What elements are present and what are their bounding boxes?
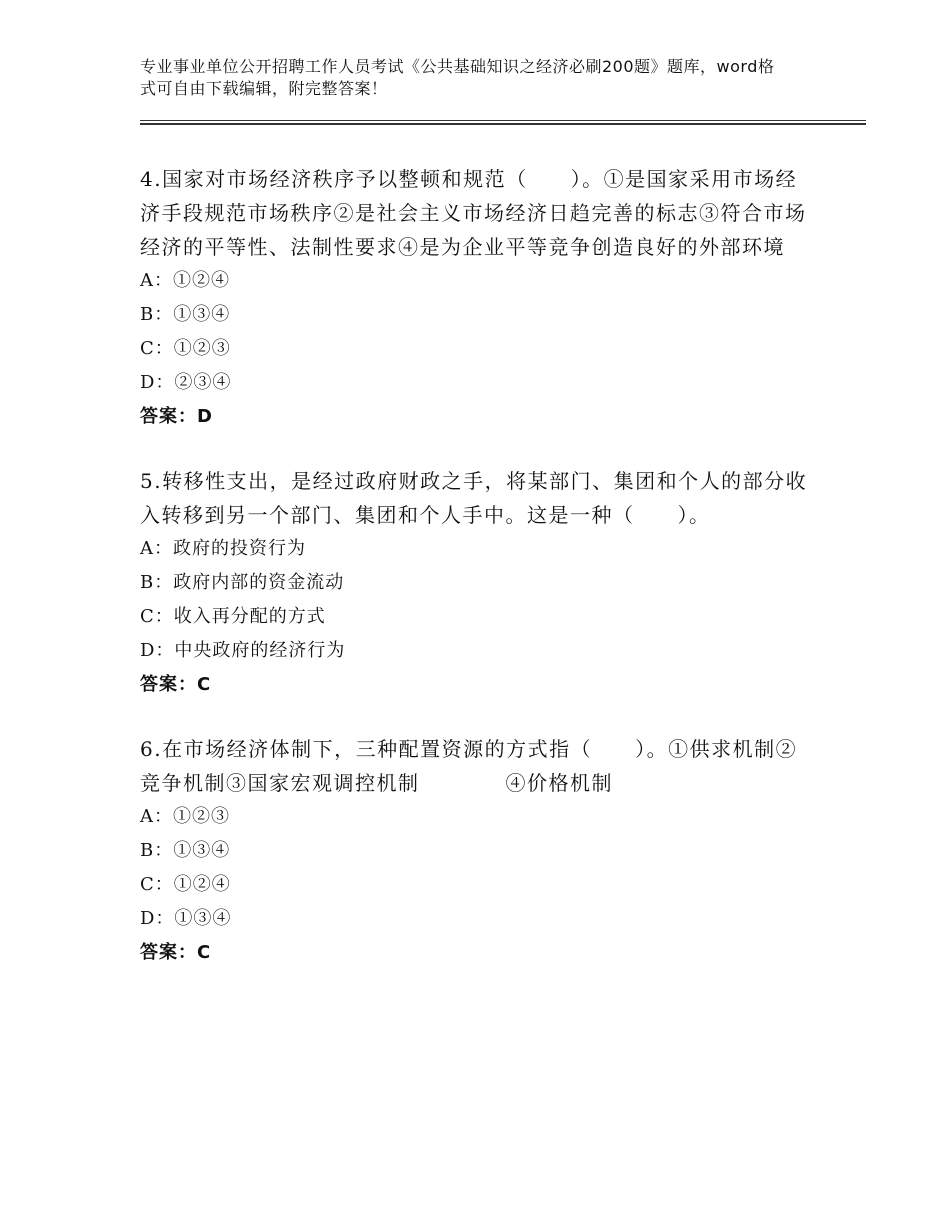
question-stem: 5.转移性支出，是经过政府财政之手，将某部门、集团和个人的部分收入转移到另一个部门、集团和个人手中。这是一种（ ）。 xyxy=(140,469,808,527)
answer-label: 答案：C xyxy=(140,674,212,695)
header-rule-thick xyxy=(140,123,866,125)
option-d: D：中央政府的经济行为 xyxy=(140,640,346,661)
header-rule-thin xyxy=(140,120,866,121)
question-stem-main: 6.在市场经济体制下，三种配置资源的方式指（ ）。①供求机制②竞争机制③国家宏观调控机制 xyxy=(140,737,798,795)
option-c: C：①②④ xyxy=(140,874,231,895)
option-a: A：政府的投资行为 xyxy=(140,538,306,559)
option-b: B：政府内部的资金流动 xyxy=(140,572,345,593)
option-d: D：②③④ xyxy=(140,372,232,393)
question-6 xyxy=(140,732,810,970)
document-header: 专业事业单位公开招聘工作人员考试《公共基础知识之经济必刷200题》题库，word格式可自由下载编辑，附完整答案！ xyxy=(140,57,775,98)
question-stem xyxy=(140,732,810,800)
option-d: D：①③④ xyxy=(140,908,232,929)
option-c: C：①②③ xyxy=(140,338,231,359)
option-b: B：①③④ xyxy=(140,840,231,861)
option-b: B：①③④ xyxy=(140,304,231,325)
question-5 xyxy=(140,464,810,702)
question-stem: 4.国家对市场经济秩序予以整顿和规范（ ）。①是国家采用市场经济手段规范市场秩序②是社会主义市场经济日趋完善的标志③符合市场经济的平等性、法制性要求④是为企业平等竞争创造良好的外部环境 xyxy=(140,167,807,259)
answer-label: 答案：D xyxy=(140,406,213,427)
question-stem-tail: ④价格机制 xyxy=(505,771,613,795)
question-list xyxy=(140,162,810,1000)
option-a: A：①②③ xyxy=(140,806,230,827)
option-a: A：①②④ xyxy=(140,270,230,291)
option-c: C：收入再分配的方式 xyxy=(140,606,326,627)
answer-label: 答案：C xyxy=(140,942,212,963)
question-4 xyxy=(140,162,810,434)
